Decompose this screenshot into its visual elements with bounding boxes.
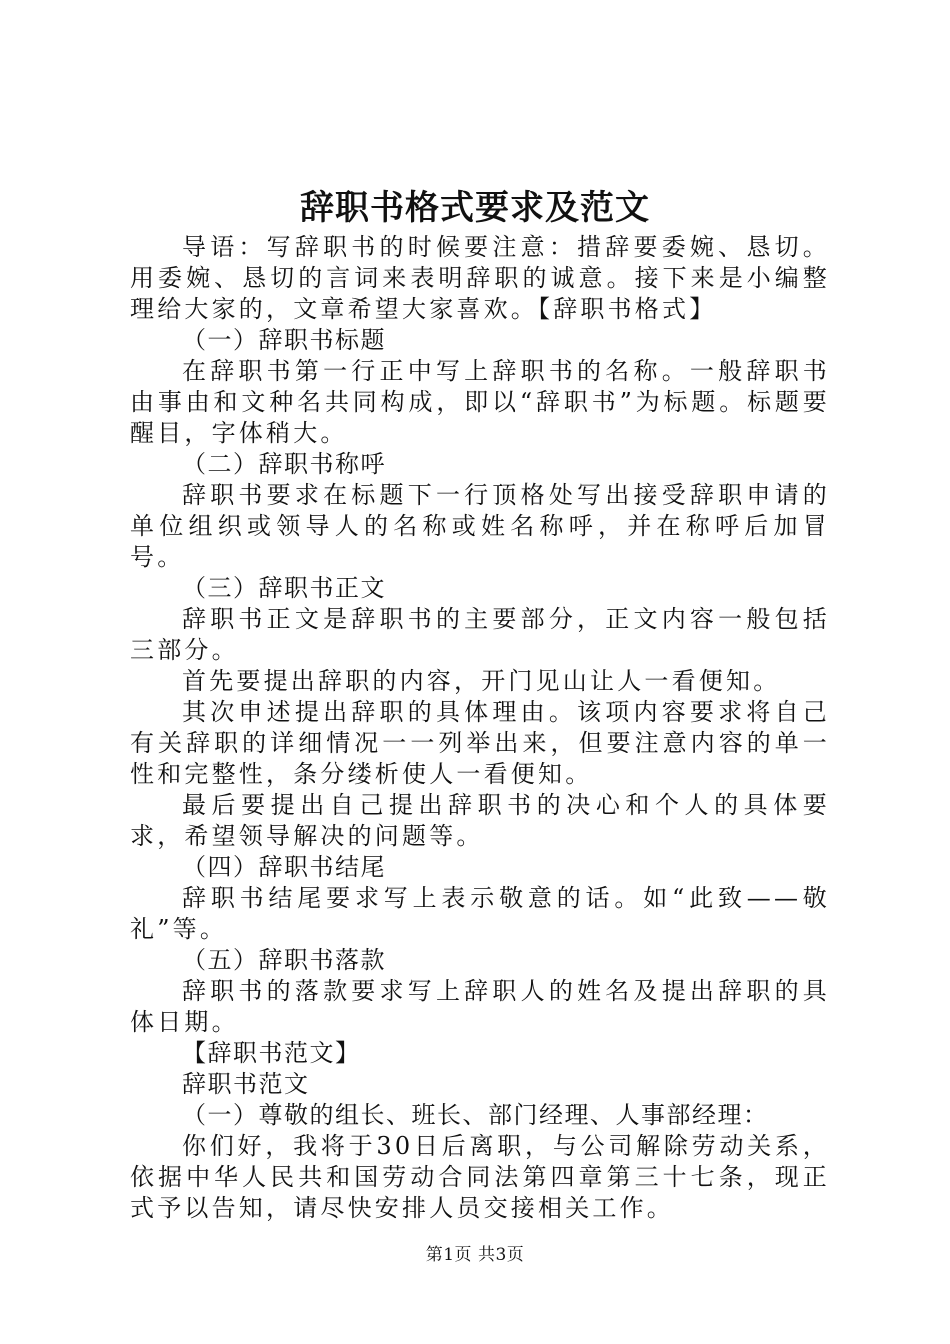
section-heading-body: （三）辞职书正文	[182, 574, 386, 602]
page-footer: 第1页 共3页	[425, 1245, 525, 1265]
paragraph-title-desc: 在辞职书第一行正中写上辞职书的名称。一般辞职书由事由和文种名共同构成，即以“辞职书”为标题。标题要醒目，字体稍大。	[130, 357, 830, 447]
paragraph-intro: 导语：写辞职书的时候要注意：措辞要委婉、恳切。用委婉、恳切的言词来表明辞职的诚意。接下来是小编整理给大家的，文章希望大家喜欢。【辞职书格式】	[130, 233, 830, 323]
document-body	[130, 232, 830, 1224]
sample-title: 辞职书范文	[182, 1070, 310, 1098]
section-heading-title: （一）辞职书标题	[182, 326, 386, 354]
paragraph-signature-desc: 辞职书的落款要求写上辞职人的姓名及提出辞职的具体日期。	[130, 977, 830, 1036]
section-heading-salutation: （二）辞职书称呼	[182, 450, 386, 478]
section-heading-sample: 【辞职书范文】	[182, 1039, 361, 1067]
section-heading-signature: （五）辞职书落款	[182, 946, 386, 974]
document-title: 辞职书格式要求及范文	[300, 188, 650, 228]
paragraph-closing-desc: 辞职书结尾要求写上表示敬意的话。如“此致——敬礼”等。	[130, 884, 830, 943]
sample-body: 你们好，我将于30日后离职，与公司解除劳动关系，依据中华人民共和国劳动合同法第四章第三十七条，现正式予以告知，请尽快安排人员交接相关工作。	[130, 1132, 830, 1222]
section-heading-closing: （四）辞职书结尾	[182, 853, 386, 881]
paragraph-body-last: 最后要提出自己提出辞职书的决心和个人的具体要求，希望领导解决的问题等。	[130, 791, 830, 850]
paragraph-salutation-desc: 辞职书要求在标题下一行顶格处写出接受辞职申请的单位组织或领导人的名称或姓名称呼，并在称呼后加冒号。	[130, 481, 830, 571]
paragraph-body-desc: 辞职书正文是辞职书的主要部分，正文内容一般包括三部分。	[130, 605, 830, 664]
sample-salutation: （一）尊敬的组长、班长、部门经理、人事部经理：	[182, 1101, 769, 1129]
paragraph-body-second: 其次申述提出辞职的具体理由。该项内容要求将自己有关辞职的详细情况一一列举出来，但要注意内容的单一性和完整性，条分缕析使人一看便知。	[130, 698, 830, 788]
paragraph-body-first: 首先要提出辞职的内容，开门见山让人一看便知。	[182, 667, 781, 695]
